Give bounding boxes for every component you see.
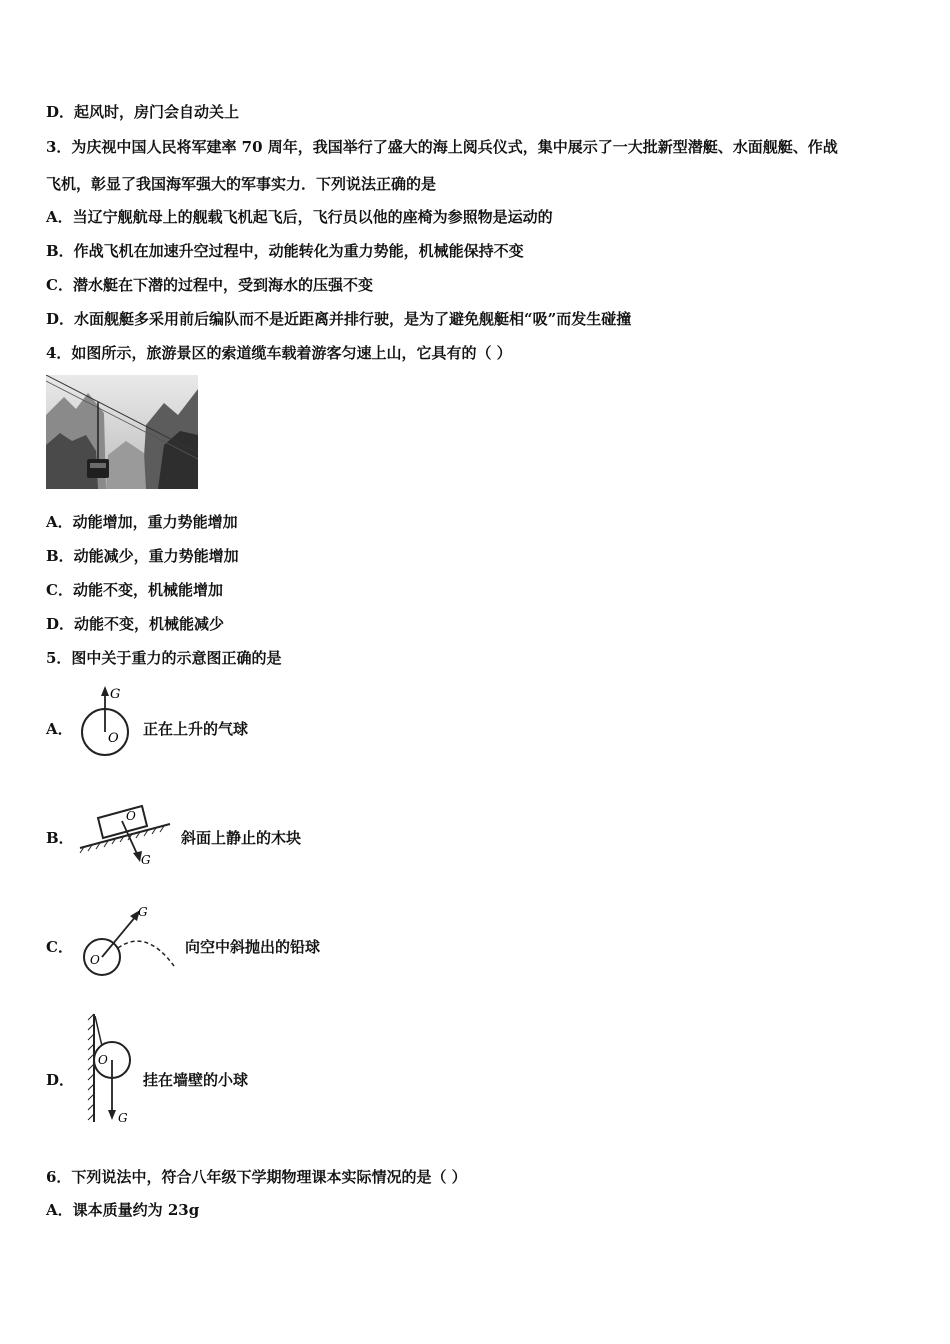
force-label-c: G xyxy=(138,905,148,919)
force-label-a: G xyxy=(110,687,121,702)
q4-option-d: D．动能不变，机械能减少 xyxy=(46,615,225,633)
q3-option-b: B．作战飞机在加速升空过程中，动能转化为重力势能，机械能保持不变 xyxy=(46,242,524,260)
q2-option-d: D．起风时，房门会自动关上 xyxy=(46,103,240,121)
q5-option-c-label: C． xyxy=(46,938,73,956)
hanging-ball-diagram xyxy=(86,1012,142,1134)
q3-option-d: D．水面舰艇多采用前后编队而不是近距离并排行驶，是为了避免舰艇相“吸”而发生碰撞 xyxy=(46,310,632,328)
balloon-diagram xyxy=(78,684,134,768)
q4-option-c: C．动能不变，机械能增加 xyxy=(46,581,223,599)
cable-car-photo xyxy=(46,375,198,489)
q5-option-c-caption: 向空中斜抛出的铅球 xyxy=(185,938,321,956)
center-label-c: O xyxy=(90,953,100,967)
q3-stem-line2: 飞机，彰显了我国海军强大的军事实力．下列说法正确的是 xyxy=(46,175,437,193)
center-label-b: O xyxy=(126,809,136,823)
slope-block-diagram xyxy=(78,790,178,874)
q3-stem-line1: 3．为庆视中国人民将军建率 70 周年，我国举行了盛大的海上阅兵仪式，集中展示了一大批新型潜艇、水面舰艇、作战 xyxy=(46,138,838,156)
q3-option-c: C．潜水艇在下潜的过程中，受到海水的压强不变 xyxy=(46,276,373,294)
q5-option-d-label: D． xyxy=(46,1071,75,1089)
force-label-b: G xyxy=(141,853,151,867)
q5-option-a-caption: 正在上升的气球 xyxy=(143,720,249,738)
q5-option-a-label: A． xyxy=(46,720,73,738)
q3-option-a: A．当辽宁舰航母上的舰载飞机起飞后，飞行员以他的座椅为参照物是运动的 xyxy=(46,208,553,226)
q5-option-d-caption: 挂在墙壁的小球 xyxy=(143,1071,249,1089)
center-label-d: O xyxy=(98,1053,108,1067)
q4-stem: 4．如图所示，旅游景区的索道缆车载着游客匀速上山，它具有的（ ） xyxy=(46,344,512,362)
center-label-a: O xyxy=(108,731,119,746)
q5-option-b-caption: 斜面上静止的木块 xyxy=(181,829,302,847)
shot-put-diagram xyxy=(80,902,180,984)
q6-option-a: A．课本质量约为 23g xyxy=(46,1201,200,1219)
q4-option-b: B．动能减少，重力势能增加 xyxy=(46,547,239,565)
q5-stem: 5．图中关于重力的示意图正确的是 xyxy=(46,649,282,667)
q6-stem: 6．下列说法中，符合八年级下学期物理课本实际情况的是（ ） xyxy=(46,1168,467,1186)
q5-option-b-label: B． xyxy=(46,829,74,847)
q4-option-a: A．动能增加，重力势能增加 xyxy=(46,513,238,531)
force-label-d: G xyxy=(118,1111,128,1125)
